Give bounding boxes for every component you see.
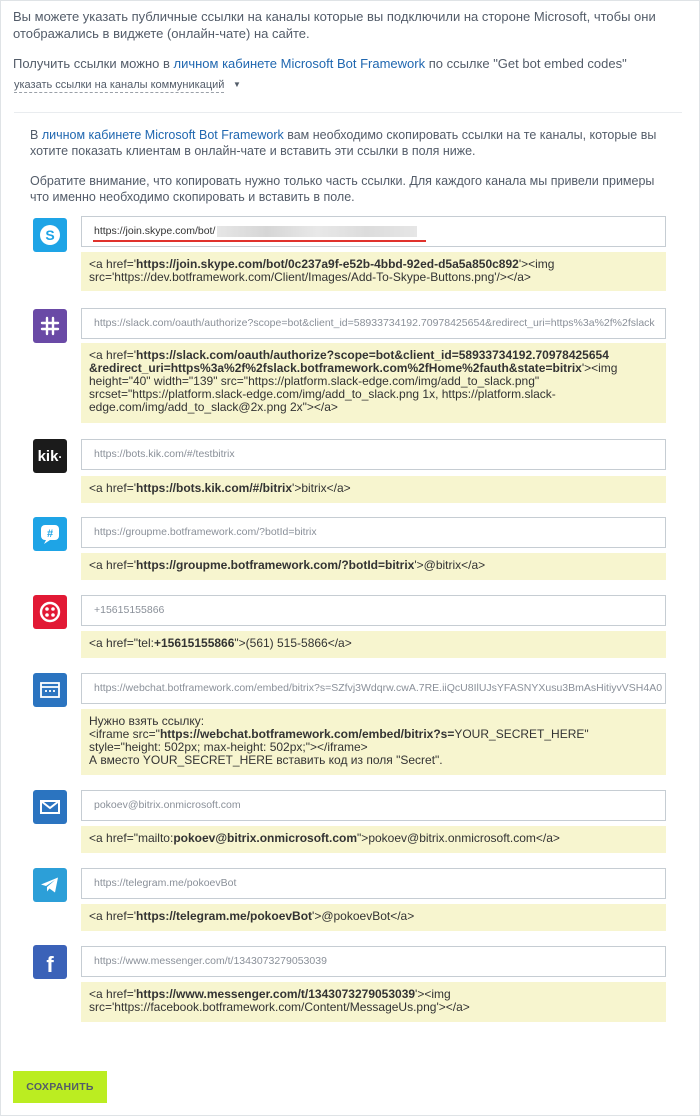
code-text: ">(561) 515-5866</a> (234, 636, 352, 650)
svg-text:#: # (46, 528, 54, 540)
telegram-placeholder: https://telegram.me/pokoevBot (94, 877, 237, 889)
error-underline (93, 240, 426, 242)
facebook-link-input[interactable] (81, 946, 666, 977)
code-highlight: https://slack.com/oauth/authorize?scope=bot&client_id=58933734192.70978425654 &redirect_uri=https%3a%2f%2fslack.botframework.com%2fHome%2fauth&state=bitrix (89, 348, 609, 375)
notes-text-before: В (30, 128, 42, 142)
code-text: Нужно взять ссылку: <iframe src=" (89, 714, 205, 741)
email-icon (33, 790, 67, 824)
code-highlight: pokoev@bitrix.onmicrosoft.com (173, 831, 358, 845)
bot-framework-cabinet-link[interactable]: личном кабинете Microsoft Bot Framework (41, 128, 284, 142)
code-text: '><img height="40" width="139" src="https://platform.slack-edge.com/img/add_to_slack.png" srcset="https://platform.slack-edge.com/img/add_to_slack.png 1x, https://platform.slack-edge.com/img/add_to_slack@2x.png 2x"></a> (89, 361, 618, 414)
notes-text-after: вам необходимо скопировать ссылки на те каналы, которые вы хотите показать клиентам в онлайн-чате и вставить эти ссылки в поля ниже. (30, 128, 657, 158)
code-text: YOUR_SECRET_HERE" style="height: 502px; max-height: 502px;"></iframe> А вместо YOUR_SECRET_HERE вставить код из поля "Secret". (89, 727, 589, 767)
code-text: <a href=' (89, 257, 136, 271)
save-button[interactable]: СОХРАНИТЬ (13, 1071, 107, 1103)
notes-paragraph-1 (30, 127, 670, 159)
facebook-placeholder: https://www.messenger.com/t/1343073279053039 (94, 955, 327, 967)
kik-code-example (81, 476, 666, 503)
code-text: <a href=' (89, 481, 136, 495)
code-highlight: https://telegram.me/pokoevBot (136, 909, 313, 923)
code-text: '><img src='https://facebook.botframework.com/Content/MessageUs.png'></a> (89, 987, 470, 1014)
groupme-placeholder: https://groupme.botframework.com/?botId=bitrix (94, 526, 317, 538)
slack-icon (33, 309, 67, 343)
email-input[interactable] (81, 790, 666, 821)
telegram-code-example (81, 904, 666, 931)
code-highlight: https://join.skype.com/bot/0c237a9f-e52b-4bbd-92ed-d5a5a850c892 (136, 257, 519, 271)
code-text: '>bitrix</a> (292, 481, 351, 495)
email-code-example (81, 826, 666, 853)
skype-icon (33, 218, 67, 252)
webchat-icon (33, 673, 67, 707)
notes-paragraph-2: Обратите внимание, что копировать нужно только часть ссылки. Для каждого канала мы привели примеры что именно необходимо скопировать и вставить в поле. (30, 174, 655, 204)
code-highlight: +15615155866 (153, 636, 235, 650)
intro-text-after: по ссылке "Get bot embed codes" (425, 56, 627, 71)
groupme-link-input[interactable] (81, 517, 666, 548)
code-highlight: https://webchat.botframework.com/embed/bitrix?s= (159, 727, 455, 741)
channels-toggle[interactable]: указать ссылки на каналы коммуникаций (14, 79, 225, 91)
twilio-code-example (81, 631, 666, 658)
code-highlight: https://www.messenger.com/t/1343073279053039 (136, 987, 416, 1001)
code-text: <a href="tel: (89, 636, 154, 650)
skype-link-input[interactable] (81, 216, 666, 247)
code-text: <a href=' (89, 558, 136, 572)
twilio-phone-input[interactable] (81, 595, 666, 626)
code-text: <a href="mailto: (89, 831, 174, 845)
telegram-link-input[interactable] (81, 868, 666, 899)
code-text: <a href=' (89, 909, 136, 923)
telegram-icon (33, 868, 67, 902)
twilio-placeholder: +15615155866 (94, 604, 165, 616)
code-text: '>@pokoevBot</a> (312, 909, 415, 923)
twilio-icon (33, 595, 67, 629)
intro-paragraph: Вы можете указать публичные ссылки на каналы которые вы подключили на стороне Microsoft, чтобы они отображались в виджете (онлайн-чате) на сайте. (13, 9, 656, 41)
code-highlight: https://bots.kik.com/#/bitrix (136, 481, 293, 495)
webchat-link-input[interactable] (81, 673, 666, 704)
facebook-icon: f (33, 945, 67, 979)
code-text: '><img src='https://dev.botframework.com/Client/Images/Add-To-Skype-Buttons.png'/></a> (89, 257, 555, 284)
slack-code-example (81, 343, 666, 423)
intro-text-before: Получить ссылки можно в (13, 56, 174, 71)
slack-link-input[interactable] (81, 308, 666, 339)
bot-framework-link[interactable]: личном кабинете Microsoft Bot Framework (173, 56, 426, 71)
facebook-code-example (81, 982, 666, 1022)
slack-placeholder: https://slack.com/oauth/authorize?scope=bot&client_id=58933734192.70978425654&redirect_uri=https%3a%2f%2fslack (94, 317, 655, 329)
redacted-text (217, 226, 417, 237)
groupme-code-example (81, 553, 666, 580)
code-text: ">pokoev@bitrix.onmicrosoft.com</a> (357, 831, 560, 845)
code-text: <a href=' (89, 348, 136, 362)
intro-link-paragraph (13, 55, 683, 72)
webchat-code-example (81, 709, 666, 775)
skype-code-example (81, 252, 666, 291)
chevron-down-icon[interactable]: ▼ (233, 80, 241, 89)
kik-icon: kik· (33, 439, 67, 473)
code-text: '>@bitrix</a> (414, 558, 486, 572)
kik-link-input[interactable] (81, 439, 666, 470)
intro-text (13, 8, 683, 85)
svg-text:S: S (45, 227, 55, 243)
groupme-icon (33, 517, 67, 551)
code-highlight: https://groupme.botframework.com/?botId=bitrix (136, 558, 415, 572)
kik-placeholder: https://bots.kik.com/#/testbitrix (94, 448, 235, 460)
email-placeholder: pokoev@bitrix.onmicrosoft.com (94, 799, 241, 811)
channels-notes (30, 127, 670, 219)
webchat-placeholder: https://webchat.botframework.com/embed/bitrix?s=SZfvj3Wdqrw.cwA.7RE.iiQcU8IlUJsYFASNYXusu3BmAsHitiyvVSH4A0 (94, 682, 663, 694)
code-text: <a href=' (89, 987, 136, 1001)
skype-link-value: https://join.skype.com/bot/ (94, 225, 216, 237)
